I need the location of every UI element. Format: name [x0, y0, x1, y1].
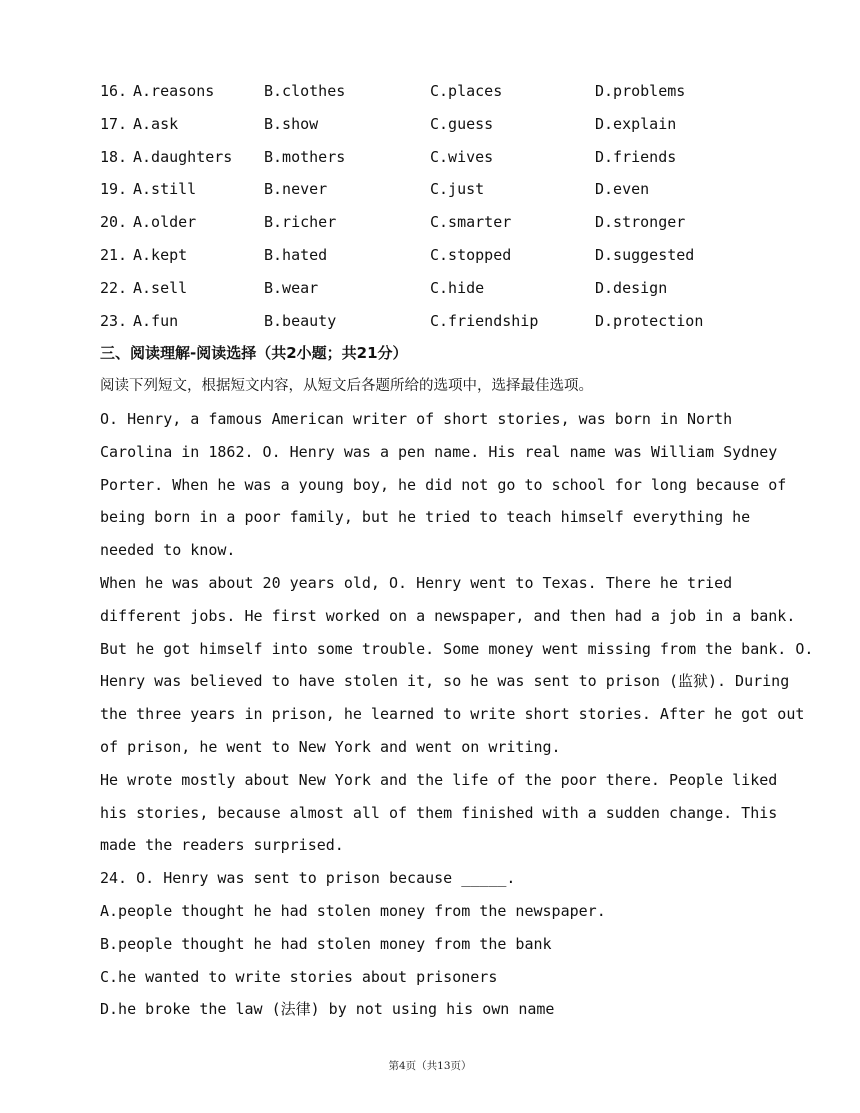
question-number: 18.: [100, 147, 128, 166]
option-a: A.sell: [133, 278, 188, 297]
passage-line: He wrote mostly about New York and the life of the poor there. People liked: [100, 770, 778, 789]
option-d: D.protection: [595, 311, 704, 330]
option-c: C.stopped: [430, 245, 512, 264]
answer-option-b: B.people thought he had stolen money from the bank: [100, 934, 552, 953]
passage-line: made the readers surprised.: [100, 836, 344, 855]
passage-line: needed to know.: [100, 541, 236, 560]
reading-passage: [100, 406, 814, 865]
option-b: B.wear: [264, 278, 319, 297]
option-row-23: [100, 308, 780, 341]
option-row-18: [100, 144, 780, 177]
option-row-20: [100, 209, 780, 242]
option-row-16: [100, 78, 780, 111]
option-row-19: [100, 176, 780, 209]
passage-line: Porter. When he was a young boy, he did not go to school for long because of: [100, 475, 787, 494]
answer-option-d: D.he broke the law (法律) by not using his own name: [100, 1000, 555, 1019]
option-a: A.fun: [133, 311, 179, 330]
option-a: A.older: [133, 213, 197, 232]
option-c: C.just: [430, 180, 485, 199]
question-number: 23.: [100, 311, 128, 330]
passage-line: O. Henry, a famous American writer of short stories, was born in North: [100, 409, 733, 428]
passage-line: But he got himself into some trouble. Some money went missing from the bank. O.: [100, 639, 814, 658]
question-number: 17.: [100, 114, 128, 133]
option-b: B.show: [264, 114, 319, 133]
option-d: D.suggested: [595, 245, 695, 264]
option-c: C.wives: [430, 147, 494, 166]
section-instruction: 阅读下列短文，根据短文内容，从短文后各题所给的选项中，选择最佳选项。: [100, 378, 593, 395]
option-a: A.kept: [133, 245, 188, 264]
option-d: D.design: [595, 278, 668, 297]
option-d: D.even: [595, 180, 650, 199]
option-c: C.guess: [430, 114, 494, 133]
passage-line: being born in a poor family, but he tried to teach himself everything he: [100, 508, 751, 527]
cloze-options-list: [100, 78, 780, 340]
option-b: B.never: [264, 180, 328, 199]
option-b: B.hated: [264, 245, 328, 264]
option-c: C.smarter: [430, 213, 512, 232]
question-24: [100, 865, 780, 1029]
option-b: B.mothers: [264, 147, 346, 166]
section-heading: 三、阅读理解-阅读选择（共2小题；共21分）: [100, 344, 408, 363]
option-row-17: [100, 111, 780, 144]
answer-option-a: A.people thought he had stolen money from the newspaper.: [100, 901, 606, 920]
option-row-21: [100, 242, 780, 275]
option-a: A.ask: [133, 114, 179, 133]
question-number: 22.: [100, 278, 128, 297]
option-a: A.still: [133, 180, 197, 199]
question-number: 16.: [100, 82, 128, 100]
passage-line: Henry was believed to have stolen it, so he was sent to prison (监狱). During: [100, 672, 790, 691]
passage-line: the three years in prison, he learned to write short stories. After he got out: [100, 705, 805, 724]
option-a: A.daughters: [133, 147, 233, 166]
option-b: B.beauty: [264, 311, 337, 330]
question-number: 21.: [100, 245, 128, 264]
passage-line: Carolina in 1862. O. Henry was a pen name. His real name was William Sydney: [100, 442, 778, 461]
option-c: C.hide: [430, 278, 485, 297]
option-d: D.stronger: [595, 213, 686, 232]
passage-line: When he was about 20 years old, O. Henry went to Texas. There he tried: [100, 573, 733, 592]
page-content: [100, 78, 814, 1029]
page-footer: 第4页（共13页）: [388, 1060, 472, 1072]
passage-line: different jobs. He first worked on a newspaper, and then had a job in a bank.: [100, 606, 796, 625]
question-stem: 24. O. Henry was sent to prison because _____.: [100, 869, 516, 888]
option-c: C.friendship: [430, 311, 539, 330]
option-d: D.problems: [595, 82, 686, 100]
option-b: B.clothes: [264, 82, 346, 100]
answer-option-c: C.he wanted to write stories about prisoners: [100, 967, 498, 986]
option-d: D.friends: [595, 147, 677, 166]
option-c: C.places: [430, 82, 503, 100]
option-d: D.explain: [595, 114, 677, 133]
option-row-22: [100, 275, 780, 308]
passage-line: his stories, because almost all of them finished with a sudden change. This: [100, 803, 778, 822]
question-number: 19.: [100, 180, 128, 199]
option-b: B.richer: [264, 213, 337, 232]
question-number: 20.: [100, 213, 128, 232]
passage-line: of prison, he went to New York and went on writing.: [100, 737, 561, 756]
option-a: A.reasons: [133, 82, 215, 100]
